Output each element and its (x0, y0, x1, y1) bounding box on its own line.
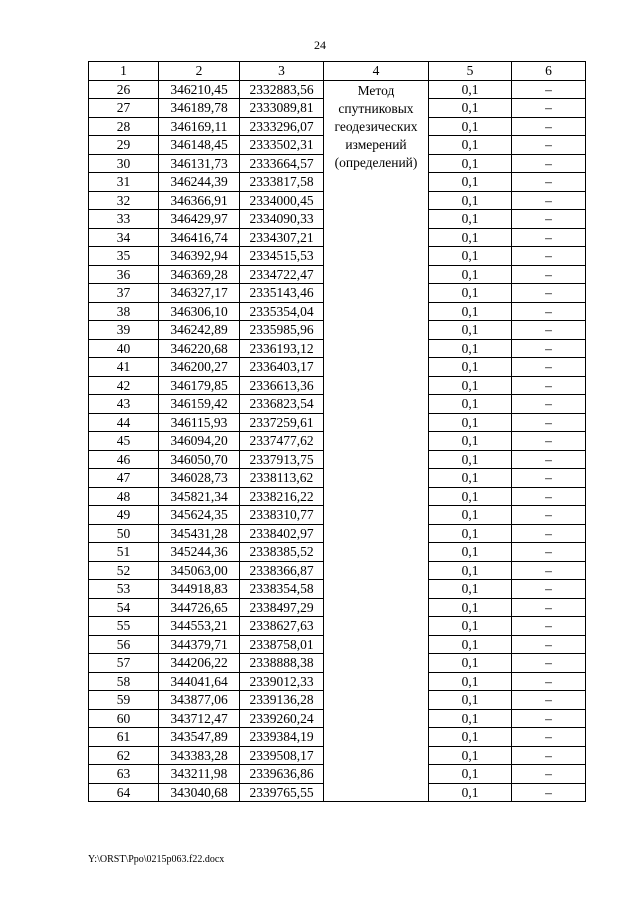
dash-cell: – (512, 487, 586, 506)
x-coordinate-cell: 344553,21 (159, 617, 240, 636)
point-number-cell: 39 (89, 321, 159, 340)
x-coordinate-cell: 345431,28 (159, 524, 240, 543)
dash-cell: – (512, 654, 586, 673)
accuracy-cell: 0,1 (429, 450, 512, 469)
accuracy-cell: 0,1 (429, 154, 512, 173)
x-coordinate-cell: 344206,22 (159, 654, 240, 673)
y-coordinate-cell: 2338310,77 (240, 506, 324, 525)
x-coordinate-cell: 346416,74 (159, 228, 240, 247)
y-coordinate-cell: 2337477,62 (240, 432, 324, 451)
dash-cell: – (512, 247, 586, 266)
header-col-5: 5 (429, 62, 512, 81)
point-number-cell: 54 (89, 598, 159, 617)
accuracy-cell: 0,1 (429, 672, 512, 691)
dash-cell: – (512, 524, 586, 543)
y-coordinate-cell: 2338497,29 (240, 598, 324, 617)
y-coordinate-cell: 2339508,17 (240, 746, 324, 765)
dash-cell: – (512, 395, 586, 414)
header-col-6: 6 (512, 62, 586, 81)
x-coordinate-cell: 343040,68 (159, 783, 240, 802)
dash-cell: – (512, 450, 586, 469)
x-coordinate-cell: 343383,28 (159, 746, 240, 765)
x-coordinate-cell: 343547,89 (159, 728, 240, 747)
dash-cell: – (512, 728, 586, 747)
point-number-cell: 57 (89, 654, 159, 673)
point-number-cell: 34 (89, 228, 159, 247)
x-coordinate-cell: 346159,42 (159, 395, 240, 414)
dash-cell: – (512, 173, 586, 192)
point-number-cell: 31 (89, 173, 159, 192)
point-number-cell: 33 (89, 210, 159, 229)
x-coordinate-cell: 346242,89 (159, 321, 240, 340)
y-coordinate-cell: 2339384,19 (240, 728, 324, 747)
accuracy-cell: 0,1 (429, 487, 512, 506)
y-coordinate-cell: 2334000,45 (240, 191, 324, 210)
accuracy-cell: 0,1 (429, 136, 512, 155)
point-number-cell: 36 (89, 265, 159, 284)
dash-cell: – (512, 598, 586, 617)
y-coordinate-cell: 2339260,24 (240, 709, 324, 728)
y-coordinate-cell: 2338366,87 (240, 561, 324, 580)
header-col-4: 4 (324, 62, 429, 81)
x-coordinate-cell: 343712,47 (159, 709, 240, 728)
y-coordinate-cell: 2334090,33 (240, 210, 324, 229)
y-coordinate-cell: 2339765,55 (240, 783, 324, 802)
y-coordinate-cell: 2339636,86 (240, 765, 324, 784)
dash-cell: – (512, 284, 586, 303)
y-coordinate-cell: 2337913,75 (240, 450, 324, 469)
x-coordinate-cell: 345821,34 (159, 487, 240, 506)
accuracy-cell: 0,1 (429, 561, 512, 580)
y-coordinate-cell: 2338402,97 (240, 524, 324, 543)
y-coordinate-cell: 2336823,54 (240, 395, 324, 414)
accuracy-cell: 0,1 (429, 265, 512, 284)
x-coordinate-cell: 346179,85 (159, 376, 240, 395)
accuracy-cell: 0,1 (429, 543, 512, 562)
accuracy-cell: 0,1 (429, 284, 512, 303)
y-coordinate-cell: 2335354,04 (240, 302, 324, 321)
accuracy-cell: 0,1 (429, 709, 512, 728)
point-number-cell: 61 (89, 728, 159, 747)
x-coordinate-cell: 345244,36 (159, 543, 240, 562)
y-coordinate-cell: 2334515,53 (240, 247, 324, 266)
x-coordinate-cell: 343877,06 (159, 691, 240, 710)
y-coordinate-cell: 2334307,21 (240, 228, 324, 247)
point-number-cell: 45 (89, 432, 159, 451)
accuracy-cell: 0,1 (429, 524, 512, 543)
y-coordinate-cell: 2338888,38 (240, 654, 324, 673)
method-text-line: геодезических (334, 118, 418, 134)
accuracy-cell: 0,1 (429, 506, 512, 525)
accuracy-cell: 0,1 (429, 617, 512, 636)
accuracy-cell: 0,1 (429, 765, 512, 784)
point-number-cell: 44 (89, 413, 159, 432)
point-number-cell: 29 (89, 136, 159, 155)
point-number-cell: 62 (89, 746, 159, 765)
dash-cell: – (512, 136, 586, 155)
accuracy-cell: 0,1 (429, 746, 512, 765)
x-coordinate-cell: 345624,35 (159, 506, 240, 525)
dash-cell: – (512, 783, 586, 802)
x-coordinate-cell: 344379,71 (159, 635, 240, 654)
x-coordinate-cell: 346200,27 (159, 358, 240, 377)
accuracy-cell: 0,1 (429, 321, 512, 340)
dash-cell: – (512, 302, 586, 321)
dash-cell: – (512, 506, 586, 525)
accuracy-cell: 0,1 (429, 117, 512, 136)
y-coordinate-cell: 2339136,28 (240, 691, 324, 710)
x-coordinate-cell: 346131,73 (159, 154, 240, 173)
point-number-cell: 56 (89, 635, 159, 654)
file-path-footer: Y:\ORST\Ppo\0215p063.f22.docx (88, 854, 225, 865)
dash-cell: – (512, 635, 586, 654)
y-coordinate-cell: 2338758,01 (240, 635, 324, 654)
dash-cell: – (512, 469, 586, 488)
accuracy-cell: 0,1 (429, 173, 512, 192)
y-coordinate-cell: 2338627,63 (240, 617, 324, 636)
x-coordinate-cell: 346429,97 (159, 210, 240, 229)
y-coordinate-cell: 2336193,12 (240, 339, 324, 358)
x-coordinate-cell: 346189,78 (159, 99, 240, 118)
accuracy-cell: 0,1 (429, 598, 512, 617)
x-coordinate-cell: 346028,73 (159, 469, 240, 488)
method-text-line: спутниковых (338, 100, 414, 116)
point-number-cell: 52 (89, 561, 159, 580)
x-coordinate-cell: 346210,45 (159, 80, 240, 99)
y-coordinate-cell: 2334722,47 (240, 265, 324, 284)
y-coordinate-cell: 2333817,58 (240, 173, 324, 192)
x-coordinate-cell: 346094,20 (159, 432, 240, 451)
point-number-cell: 41 (89, 358, 159, 377)
x-coordinate-cell: 344726,65 (159, 598, 240, 617)
point-number-cell: 59 (89, 691, 159, 710)
point-number-cell: 53 (89, 580, 159, 599)
header-col-3: 3 (240, 62, 324, 81)
accuracy-cell: 0,1 (429, 413, 512, 432)
dash-cell: – (512, 432, 586, 451)
dash-cell: – (512, 210, 586, 229)
dash-cell: – (512, 709, 586, 728)
accuracy-cell: 0,1 (429, 376, 512, 395)
page-number: 24 (314, 38, 326, 52)
point-number-cell: 47 (89, 469, 159, 488)
y-coordinate-cell: 2333296,07 (240, 117, 324, 136)
y-coordinate-cell: 2336613,36 (240, 376, 324, 395)
x-coordinate-cell: 345063,00 (159, 561, 240, 580)
x-coordinate-cell: 344041,64 (159, 672, 240, 691)
accuracy-cell: 0,1 (429, 691, 512, 710)
x-coordinate-cell: 346244,39 (159, 173, 240, 192)
point-number-cell: 58 (89, 672, 159, 691)
y-coordinate-cell: 2335985,96 (240, 321, 324, 340)
x-coordinate-cell: 346115,93 (159, 413, 240, 432)
point-number-cell: 40 (89, 339, 159, 358)
method-text-line: (определений) (334, 154, 418, 170)
header-col-1: 1 (89, 62, 159, 81)
accuracy-cell: 0,1 (429, 358, 512, 377)
y-coordinate-cell: 2337259,61 (240, 413, 324, 432)
method-text-line: Метод (357, 82, 395, 98)
x-coordinate-cell: 346220,68 (159, 339, 240, 358)
x-coordinate-cell: 346169,11 (159, 117, 240, 136)
accuracy-cell: 0,1 (429, 228, 512, 247)
point-number-cell: 42 (89, 376, 159, 395)
y-coordinate-cell: 2338385,52 (240, 543, 324, 562)
point-number-cell: 51 (89, 543, 159, 562)
x-coordinate-cell: 344918,83 (159, 580, 240, 599)
y-coordinate-cell: 2338216,22 (240, 487, 324, 506)
point-number-cell: 46 (89, 450, 159, 469)
dash-cell: – (512, 765, 586, 784)
point-number-cell: 63 (89, 765, 159, 784)
point-number-cell: 48 (89, 487, 159, 506)
point-number-cell: 50 (89, 524, 159, 543)
dash-cell: – (512, 746, 586, 765)
dash-cell: – (512, 691, 586, 710)
y-coordinate-cell: 2333502,31 (240, 136, 324, 155)
x-coordinate-cell: 346369,28 (159, 265, 240, 284)
point-number-cell: 28 (89, 117, 159, 136)
table-row (89, 80, 586, 99)
dash-cell: – (512, 191, 586, 210)
dash-cell: – (512, 117, 586, 136)
y-coordinate-cell: 2338113,62 (240, 469, 324, 488)
dash-cell: – (512, 617, 586, 636)
point-number-cell: 55 (89, 617, 159, 636)
accuracy-cell: 0,1 (429, 469, 512, 488)
y-coordinate-cell: 2333664,57 (240, 154, 324, 173)
coordinates-table (88, 61, 586, 802)
dash-cell: – (512, 154, 586, 173)
x-coordinate-cell: 346392,94 (159, 247, 240, 266)
y-coordinate-cell: 2335143,46 (240, 284, 324, 303)
dash-cell: – (512, 80, 586, 99)
accuracy-cell: 0,1 (429, 99, 512, 118)
point-number-cell: 35 (89, 247, 159, 266)
dash-cell: – (512, 228, 586, 247)
point-number-cell: 60 (89, 709, 159, 728)
dash-cell: – (512, 339, 586, 358)
accuracy-cell: 0,1 (429, 339, 512, 358)
dash-cell: – (512, 265, 586, 284)
point-number-cell: 27 (89, 99, 159, 118)
accuracy-cell: 0,1 (429, 247, 512, 266)
x-coordinate-cell: 346148,45 (159, 136, 240, 155)
y-coordinate-cell: 2333089,81 (240, 99, 324, 118)
point-number-cell: 43 (89, 395, 159, 414)
point-number-cell: 32 (89, 191, 159, 210)
accuracy-cell: 0,1 (429, 302, 512, 321)
dash-cell: – (512, 99, 586, 118)
point-number-cell: 64 (89, 783, 159, 802)
x-coordinate-cell: 343211,98 (159, 765, 240, 784)
x-coordinate-cell: 346327,17 (159, 284, 240, 303)
x-coordinate-cell: 346366,91 (159, 191, 240, 210)
dash-cell: – (512, 543, 586, 562)
point-number-cell: 30 (89, 154, 159, 173)
accuracy-cell: 0,1 (429, 432, 512, 451)
x-coordinate-cell: 346050,70 (159, 450, 240, 469)
accuracy-cell: 0,1 (429, 635, 512, 654)
y-coordinate-cell: 2338354,58 (240, 580, 324, 599)
point-number-cell: 38 (89, 302, 159, 321)
accuracy-cell: 0,1 (429, 580, 512, 599)
dash-cell: – (512, 672, 586, 691)
dash-cell: – (512, 321, 586, 340)
dash-cell: – (512, 413, 586, 432)
y-coordinate-cell: 2332883,56 (240, 80, 324, 99)
point-number-cell: 26 (89, 80, 159, 99)
method-text-line: измерений (345, 136, 407, 152)
point-number-cell: 37 (89, 284, 159, 303)
table-body (89, 80, 586, 802)
dash-cell: – (512, 580, 586, 599)
accuracy-cell: 0,1 (429, 80, 512, 99)
header-col-2: 2 (159, 62, 240, 81)
y-coordinate-cell: 2336403,17 (240, 358, 324, 377)
dash-cell: – (512, 376, 586, 395)
table-header-row (89, 62, 586, 81)
accuracy-cell: 0,1 (429, 783, 512, 802)
dash-cell: – (512, 561, 586, 580)
accuracy-cell: 0,1 (429, 210, 512, 229)
accuracy-cell: 0,1 (429, 395, 512, 414)
method-cell (324, 80, 429, 802)
accuracy-cell: 0,1 (429, 191, 512, 210)
dash-cell: – (512, 358, 586, 377)
accuracy-cell: 0,1 (429, 728, 512, 747)
y-coordinate-cell: 2339012,33 (240, 672, 324, 691)
x-coordinate-cell: 346306,10 (159, 302, 240, 321)
point-number-cell: 49 (89, 506, 159, 525)
accuracy-cell: 0,1 (429, 654, 512, 673)
